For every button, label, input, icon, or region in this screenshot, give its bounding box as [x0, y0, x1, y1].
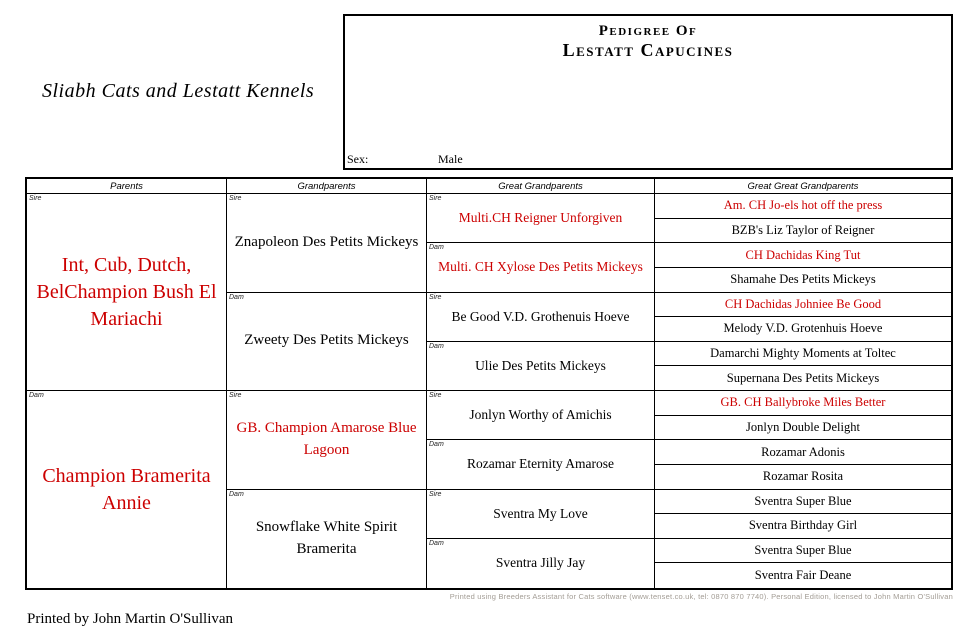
cat-name: Shamahe Des Petits Mickeys [730, 272, 876, 287]
cat-name: GB. CH Ballybroke Miles Better [720, 395, 886, 410]
cat-name: Znapoleon Des Petits Mickeys [234, 233, 419, 250]
kennel-name: Sliabh Cats and Lestatt Kennels [42, 80, 315, 102]
grandparents-cell [227, 391, 427, 490]
pedigree-title-box [343, 14, 953, 170]
cat-name: Jonlyn Double Delight [746, 419, 860, 434]
column-header-parents: Parents [27, 179, 227, 194]
parents-cell [27, 391, 227, 588]
dam-label: Dam [229, 490, 244, 498]
cat-name: BZB's Liz Taylor of Reigner [731, 222, 875, 237]
great-grandparents-cell [427, 440, 655, 489]
grandparents-cell [227, 490, 427, 589]
cat-name: CH Dachidas King Tut [745, 247, 861, 262]
sire-label: Sire [429, 293, 442, 301]
cat-name: Damarchi Mighty Moments at Toltec [710, 346, 896, 361]
pedigree-title-line2: Lestatt Capucines [562, 40, 734, 60]
sex-row [347, 152, 953, 167]
cat-name: Rozamar Adonis [761, 444, 845, 459]
great-great-grandparents-cell [655, 366, 951, 391]
great-grandparents-cell [427, 293, 655, 342]
cat-name: GB. Champion Amarose Blue Lagoon [236, 420, 417, 458]
cat-name: Supernana Des Petits Mickeys [726, 370, 880, 385]
sire-label: Sire [229, 392, 242, 399]
great-great-grandparents-cell [655, 563, 951, 588]
cat-name: Jonlyn Worthy of Amichis [469, 407, 612, 423]
printed-by-note: Printed by John Martin O'Sullivan [27, 611, 234, 627]
great-grandparents-cell [427, 490, 655, 539]
great-great-grandparents-cell [655, 342, 951, 367]
great-great-grandparents-cell [655, 268, 951, 293]
cat-name: Sventra Fair Deane [754, 568, 852, 583]
pedigree-title-line1: Pedigree Of [598, 23, 698, 39]
great-grandparents-cell [427, 539, 655, 588]
cat-name: CH Dachidas Johniee Be Good [724, 296, 882, 311]
cat-name: Sventra Super Blue [754, 543, 852, 558]
great-great-grandparents-cell [655, 416, 951, 441]
great-great-grandparents-cell [655, 490, 951, 515]
sire-label: Sire [29, 195, 42, 202]
column-header-grandparents: Grandparents [227, 179, 427, 194]
great-grandparents-cell [427, 243, 655, 292]
great-grandparents-cell [427, 194, 655, 243]
sire-label: Sire [429, 392, 442, 399]
parents-cell [27, 194, 227, 391]
dam-label: Dam [429, 539, 444, 547]
great-great-grandparents-cell [655, 539, 951, 564]
cat-name: Sventra Birthday Girl [748, 518, 858, 533]
column-header-great-great-grandparents: Great Great Grandparents [655, 179, 951, 194]
grandparents-cell [227, 194, 427, 293]
cat-name: Champion Bramerita Annie [42, 464, 211, 514]
cat-name: Rozamar Rosita [762, 469, 844, 484]
great-great-grandparents-cell [655, 514, 951, 539]
great-great-grandparents-cell [655, 219, 951, 244]
great-great-grandparents-cell [655, 440, 951, 465]
great-great-grandparents-cell [655, 194, 951, 219]
sex-label: Sex: [347, 152, 369, 166]
cat-name: Multi. CH Xylose Des Petits Mickeys [438, 259, 643, 275]
great-grandparents-cell [427, 342, 655, 391]
cat-name: Sventra Jilly Jay [495, 555, 586, 571]
cat-name: Sventra Super Blue [754, 493, 852, 508]
great-great-grandparents-cell [655, 293, 951, 318]
sire-label: Sire [229, 195, 242, 202]
great-great-grandparents-cell [655, 317, 951, 342]
great-great-grandparents-cell [655, 243, 951, 268]
column-header-great-grandparents: Great Grandparents [427, 179, 655, 194]
cat-name: Rozamar Eternity Amarose [467, 456, 614, 472]
dam-label: Dam [429, 244, 444, 252]
cat-name: Int, Cub, Dutch, BelChampion Bush El Mariachi [36, 253, 217, 330]
cat-name: Am. CH Jo-els hot off the press [723, 198, 883, 213]
cat-name: Melody V.D. Grotenhuis Hoeve [723, 321, 883, 336]
great-great-grandparents-cell [655, 465, 951, 490]
license-note: Printed using Breeders Assistant for Cats software (www.tenset.co.uk, tel: 0870 870 7740). Personal Edition, licensed to John Martin O'Sullivan [449, 592, 953, 601]
cat-name: Sventra My Love [493, 505, 588, 521]
sire-label: Sire [429, 195, 442, 202]
great-great-grandparents-cell [655, 391, 951, 416]
sex-value: Male [438, 152, 463, 166]
dam-label: Dam [429, 342, 444, 350]
cat-name: Ulie Des Petits Mickeys [475, 357, 606, 373]
dam-label: Dam [29, 392, 44, 399]
cat-name: Zweety Des Petits Mickeys [244, 332, 409, 349]
dam-label: Dam [229, 293, 244, 301]
great-grandparents-cell [427, 391, 655, 440]
pedigree-grid [25, 177, 953, 590]
sire-label: Sire [429, 490, 442, 498]
cat-name: Snowflake White Spirit Bramerita [255, 519, 398, 557]
cat-name: Be Good V.D. Grothenuis Hoeve [451, 308, 630, 324]
cat-name: Multi.CH Reigner Unforgiven [458, 210, 623, 226]
grandparents-cell [227, 293, 427, 392]
dam-label: Dam [429, 441, 444, 449]
